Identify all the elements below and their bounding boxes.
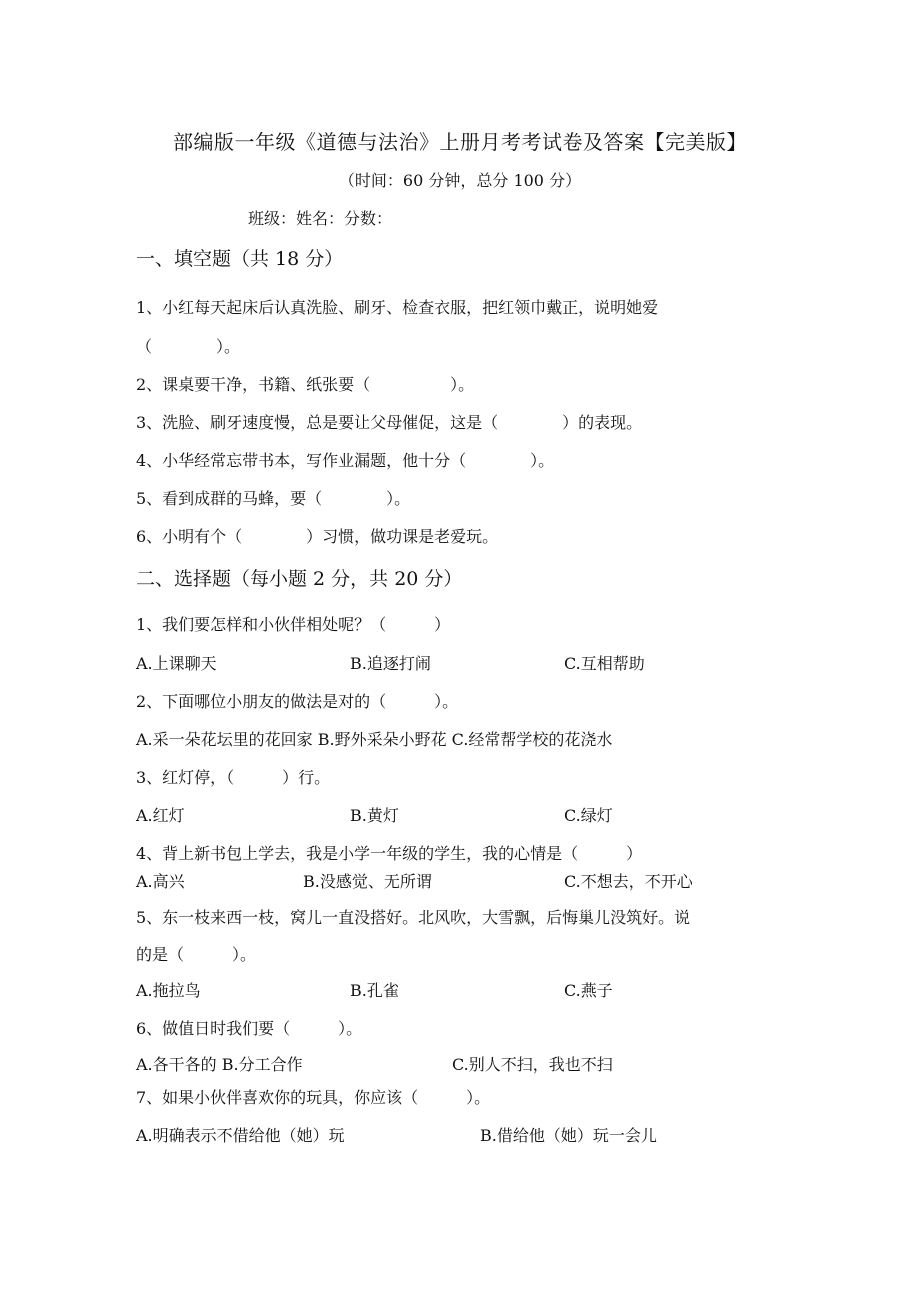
fill-question-6: 6、小明有个（ ）习惯，做功课是老爱玩。 (136, 527, 499, 546)
q6-option-ab: A.各干各的 B.分工合作 (136, 1055, 303, 1074)
choice-question-4: 4、背上新书包上学去，我是小学一年级的学生，我的心情是（ ） (136, 844, 643, 863)
q4-option-a: A.高兴 (136, 872, 185, 891)
fill-question-5: 5、看到成群的马蜂，要（ ）。 (136, 489, 411, 508)
choice-question-1: 1、我们要怎样和小伙伴相处呢？（ ） (136, 615, 451, 634)
section-1-heading: 一、填空题（共 18 分） (136, 248, 344, 270)
q6-option-c: C.别人不扫，我也不扫 (452, 1055, 613, 1074)
q1-option-b: B.追逐打闹 (350, 654, 431, 673)
student-info-fields: 班级：姓名：分数： (248, 209, 393, 228)
choice-question-5-cont: 的是（ ）。 (136, 945, 257, 964)
q3-option-c: C.绿灯 (564, 806, 613, 825)
q1-option-a: A.上课聊天 (136, 654, 217, 673)
choice-question-6: 6、做值日时我们要（ ）。 (136, 1019, 363, 1038)
choice-question-3: 3、红灯停，（ ）行。 (136, 768, 331, 787)
q3-option-b: B.黄灯 (350, 806, 399, 825)
q4-option-c: C.不想去，不开心 (564, 872, 693, 891)
section-2-heading: 二、选择题（每小题 2 分，共 20 分） (136, 568, 463, 590)
choice-question-5: 5、东一枝来西一枝，窝儿一直没搭好。北风吹，大雪飘，后悔巢儿没筑好。说 (136, 908, 691, 927)
q5-option-c: C.燕子 (564, 981, 613, 1000)
fill-question-3: 3、洗脸、刷牙速度慢，总是要让父母催促，这是（ ）的表现。 (136, 413, 643, 432)
choice-question-7: 7、如果小伙伴喜欢你的玩具，你应该（ ）。 (136, 1088, 491, 1107)
q5-option-b: B.孔雀 (350, 981, 399, 1000)
q3-option-a: A.红灯 (136, 806, 185, 825)
q7-option-a: A.明确表示不借给他（她）玩 (136, 1126, 345, 1145)
fill-question-1-blank: （ ）。 (136, 337, 241, 356)
q1-option-c: C.互相帮助 (564, 654, 645, 673)
fill-question-2: 2、课桌要干净，书籍、纸张要（ ）。 (136, 375, 475, 394)
q2-options: A.采一朵花坛里的花回家 B.野外采朵小野花 C.经常帮学校的花浇水 (136, 730, 613, 749)
q4-option-b: B.没感觉、无所谓 (303, 872, 432, 891)
page-title: 部编版一年级《道德与法治》上册月考考试卷及答案【完美版】 (173, 130, 747, 154)
choice-question-2: 2、下面哪位小朋友的做法是对的（ ）。 (136, 692, 459, 711)
time-note: （时间：60 分钟，总分 100 分） (338, 171, 582, 190)
q5-option-a: A.拖拉鸟 (136, 981, 201, 1000)
q7-option-b: B.借给他（她）玩一会儿 (480, 1126, 657, 1145)
fill-question-1: 1、小红每天起床后认真洗脸、刷牙、检查衣服，把红领巾戴正，说明她爱 (136, 298, 659, 317)
fill-question-4: 4、小华经常忘带书本，写作业漏题，他十分（ ）。 (136, 451, 555, 470)
